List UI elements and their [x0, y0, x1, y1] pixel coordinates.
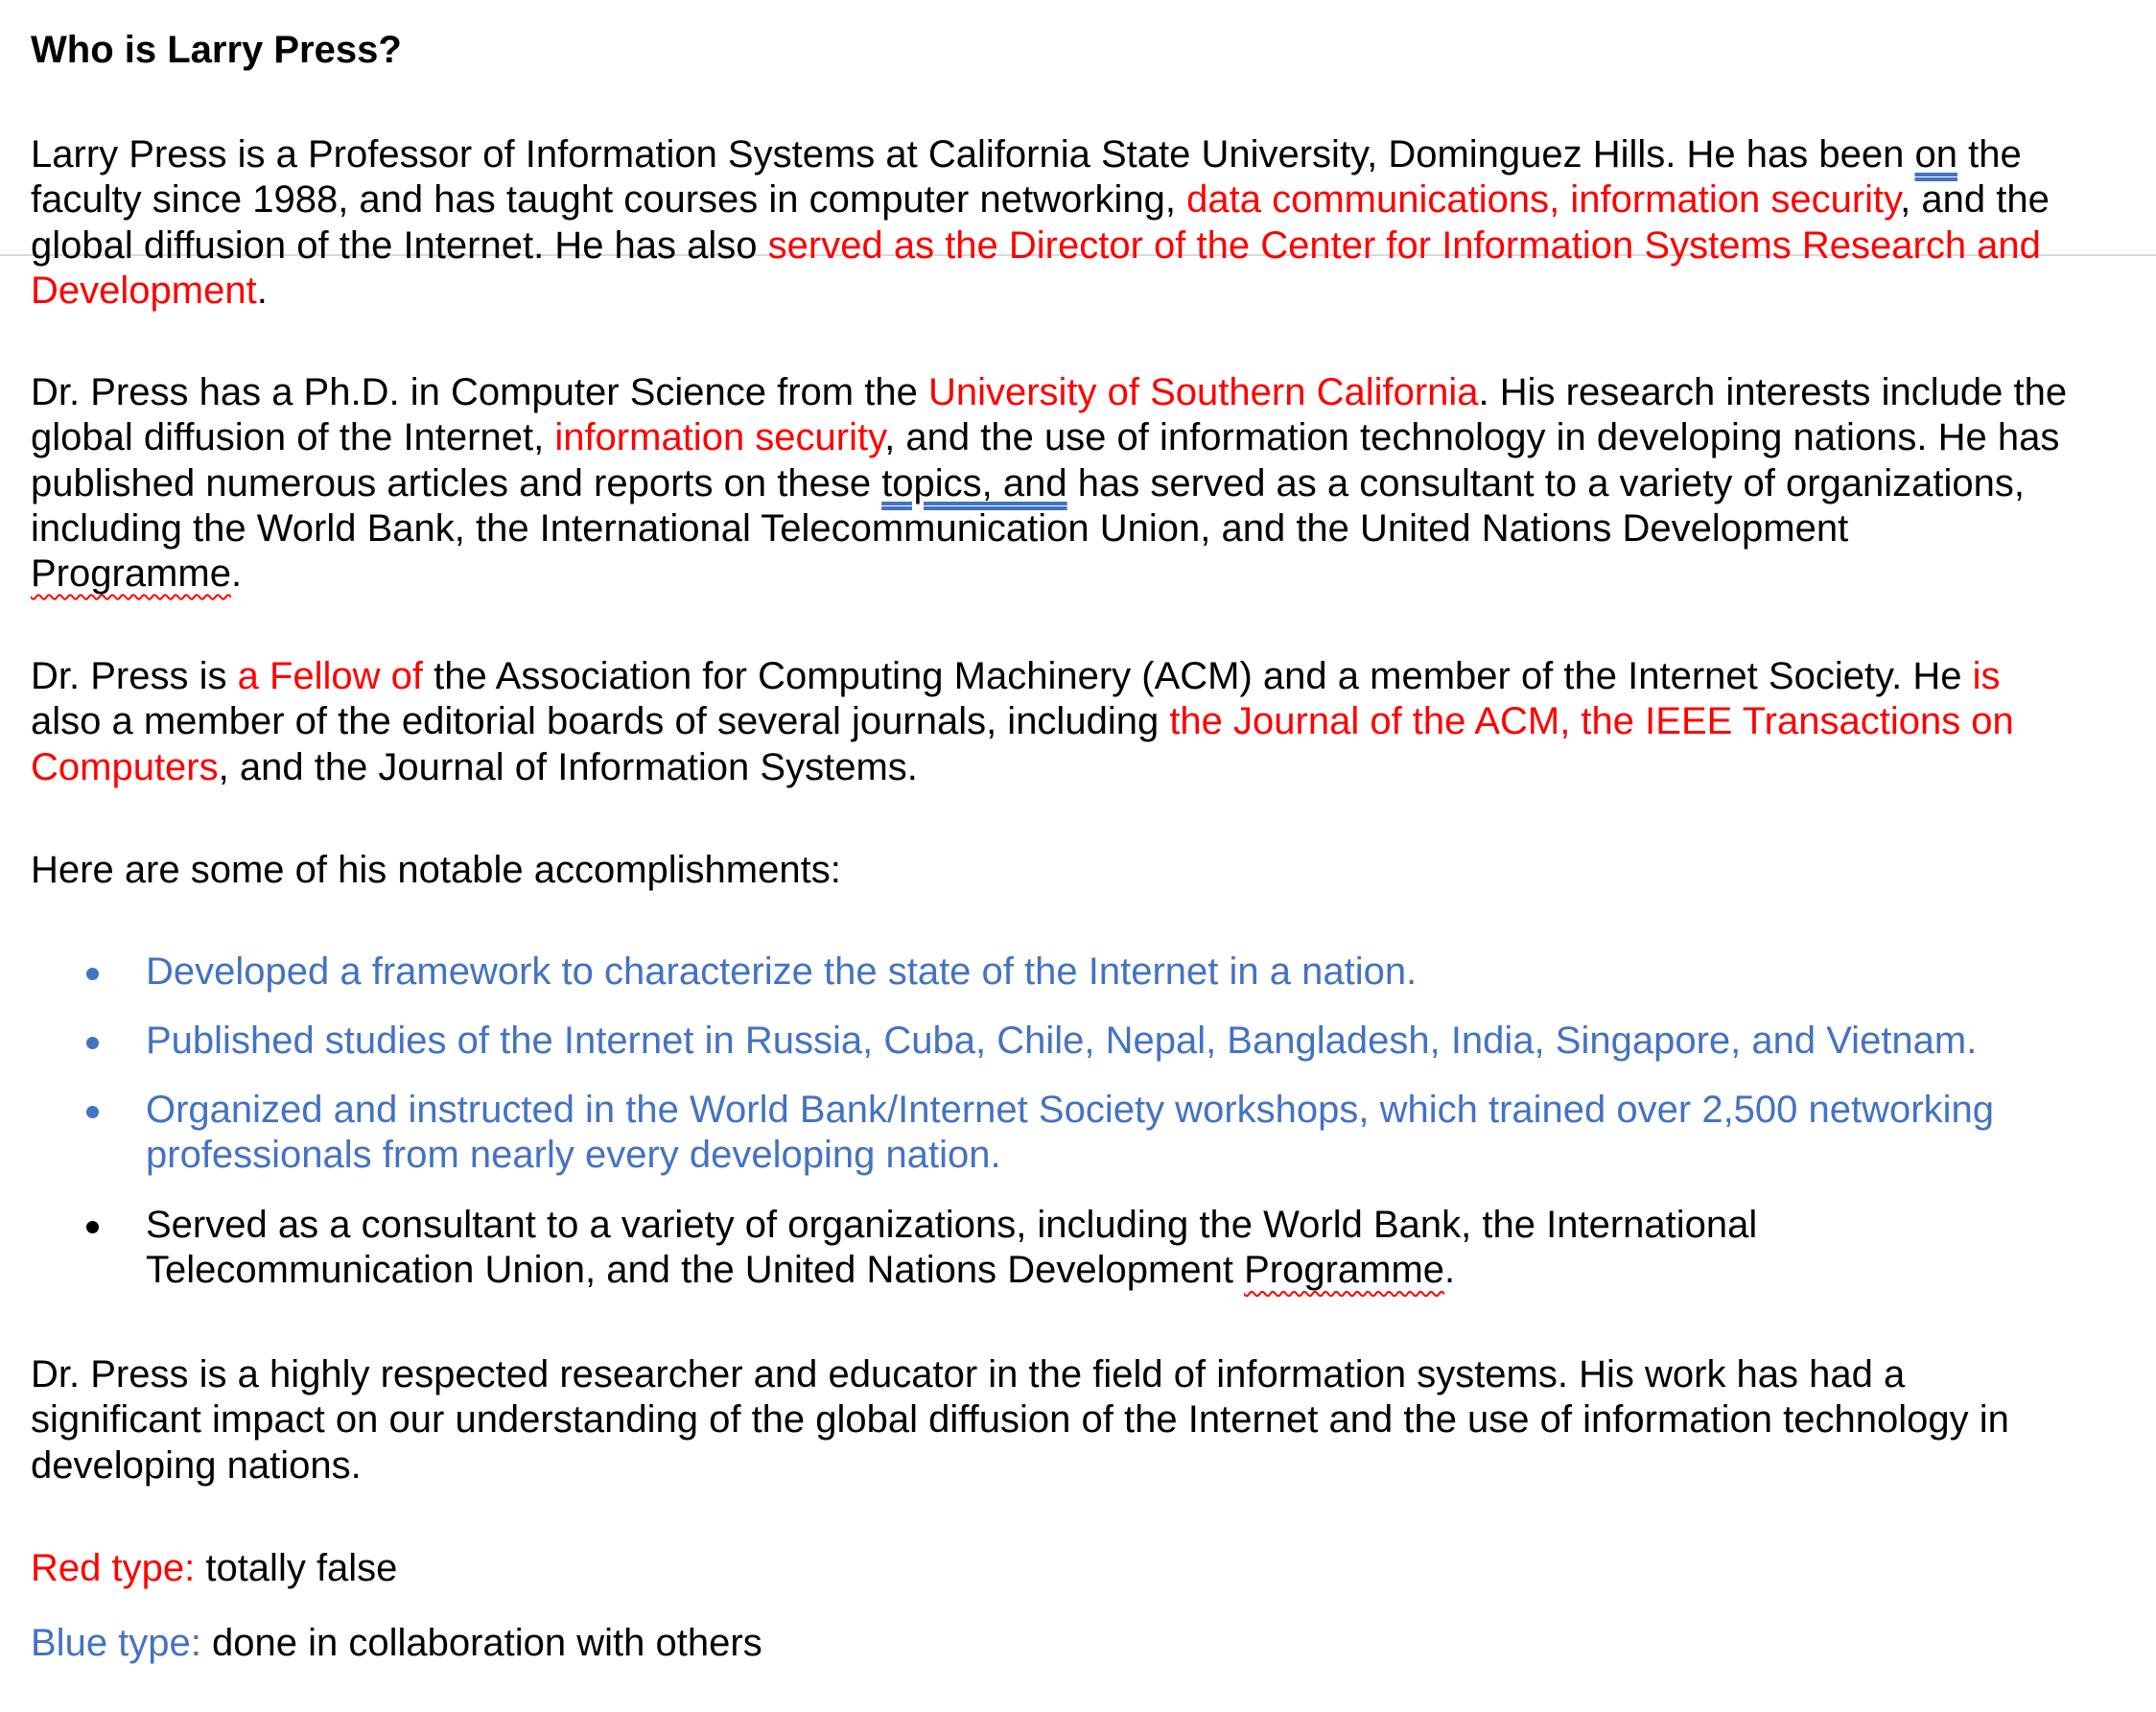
- text-run: the: [1957, 133, 2022, 176]
- false-claim: Computers: [31, 745, 219, 788]
- text-line: Organized and instructed in the World Bank/Internet Society workshops, which trained over 2,500 networking: [146, 1089, 1994, 1131]
- text-line: [31, 551, 2141, 597]
- false-claim: University of Southern California: [927, 371, 1479, 413]
- text-line: [31, 415, 2141, 460]
- text-line: [31, 370, 2141, 415]
- text-run: .: [256, 269, 268, 312]
- text-line: [31, 269, 2141, 314]
- text-run: global diffusion of the Internet. He has also: [31, 223, 768, 267]
- false-claim: a Fellow of: [237, 655, 424, 697]
- paragraph-intro: [31, 132, 2141, 314]
- paragraph-conclusion: [31, 1352, 2141, 1489]
- page-title: Who is Larry Press?: [31, 29, 402, 71]
- text-run: Larry Press is a Professor of Information Systems at California State University, Dominguez Hills. He has been: [31, 133, 1915, 176]
- text-line: [31, 654, 2141, 699]
- text-run: , and the: [1900, 178, 2050, 222]
- text-run: published numerous articles and reports on these: [31, 461, 882, 504]
- text-run: .: [1444, 1249, 1456, 1292]
- collaboration-claim: Published studies of the Internet in Russia, Cuba, Chile, Nepal, Bangladesh, India, Singapore, and Vietnam.: [146, 1020, 1978, 1062]
- false-claim: is: [1972, 655, 2001, 697]
- false-claim: Development: [31, 269, 257, 312]
- text-run: the Association for Computing Machinery (ACM) and a member of the Internet Society. He: [423, 655, 1973, 697]
- text-line: [31, 745, 2141, 790]
- legend-blue-label: Blue type:: [31, 1622, 201, 1664]
- paragraph-education: [31, 370, 2141, 597]
- text-run: , and the Journal of Information Systems.: [218, 745, 918, 788]
- text-line: significant impact on our understanding of the global diffusion of the Internet and the use of information technology in: [31, 1398, 2009, 1442]
- text-run: Dr. Press has a Ph.D. in Computer Science from the: [31, 371, 928, 413]
- legend-red-label: Red type:: [31, 1547, 196, 1589]
- text-line: [31, 132, 2141, 177]
- bullet-icon: [86, 1221, 99, 1233]
- text-run: .: [230, 552, 243, 596]
- text-line: [31, 1546, 2141, 1591]
- false-claim: the Journal of the ACM, the IEEE Transactions on: [1169, 700, 2014, 743]
- text-line: developing nations.: [31, 1443, 362, 1487]
- text-run: Telecommunication Union, and the United Nations Development: [146, 1249, 1245, 1292]
- text-line: [31, 1621, 2141, 1666]
- false-claim: information security: [554, 416, 885, 459]
- text-line: [31, 177, 2141, 223]
- text-run: has served as a consultant to a variety of organizations,: [1066, 461, 2025, 504]
- spelling-flag[interactable]: Programme: [31, 552, 231, 596]
- collaboration-claim: Developed a framework to characterize the state of the Internet in a nation.: [146, 950, 1418, 993]
- text-line: [31, 461, 2141, 506]
- false-claim: data communications, information security: [1186, 178, 1901, 222]
- list-item-text: [146, 1203, 2141, 1294]
- bullet-icon: [86, 1106, 99, 1118]
- text-line: Here are some of his notable accomplishments:: [31, 849, 841, 891]
- legend-red-text: totally false: [195, 1547, 398, 1589]
- text-run: also a member of the editorial boards of several journals, including: [31, 700, 1170, 743]
- text-run: . His research interests include the: [1478, 371, 2068, 413]
- collaboration-claim: [146, 1088, 2141, 1179]
- text-run: global diffusion of the Internet,: [31, 416, 555, 459]
- spelling-flag[interactable]: Programme: [1244, 1249, 1445, 1292]
- grammar-flag[interactable]: on: [1914, 133, 1957, 176]
- paragraph-accomplishments-intro: [31, 848, 2141, 893]
- text-line: [146, 1248, 2141, 1293]
- bullet-icon: [86, 1037, 99, 1049]
- paragraph-memberships: [31, 654, 2141, 790]
- text-line: [31, 699, 2141, 744]
- bullet-icon: [86, 968, 99, 980]
- text-line: Served as a consultant to a variety of organizations, including the World Bank, the International: [146, 1204, 1758, 1246]
- legend-blue: [31, 1621, 2141, 1666]
- text-line: professionals from nearly every developing nation.: [146, 1134, 1001, 1177]
- legend-blue-text: done in collaboration with others: [200, 1622, 762, 1664]
- false-claim: served as the Director of the Center for Information Systems Research and: [767, 223, 2041, 267]
- text-run: , and the use of information technology in developing nations. He has: [884, 416, 2060, 459]
- grammar-flag[interactable]: topics, and: [881, 461, 1067, 504]
- text-line: [31, 223, 2141, 269]
- legend-red: [31, 1546, 2141, 1591]
- text-line: Dr. Press is a highly respected researcher and educator in the field of information systems. His work has had a: [31, 1353, 1906, 1395]
- text-run: Dr. Press is: [31, 655, 238, 697]
- text-line: including the World Bank, the International Telecommunication Union, and the United Nations Development: [31, 506, 1849, 550]
- text-run: faculty since 1988, and has taught courses in computer networking,: [31, 178, 1187, 222]
